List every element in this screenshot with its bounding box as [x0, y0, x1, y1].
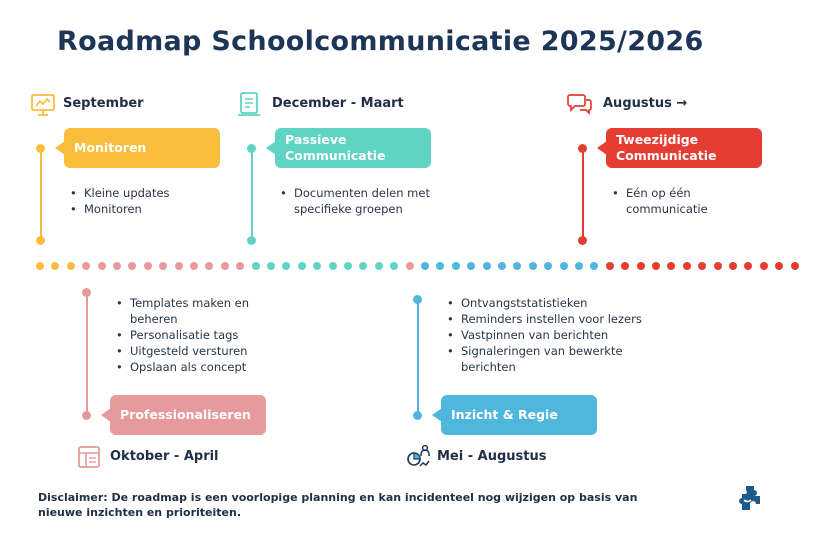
timeline-dot: [544, 262, 552, 270]
phase-period-oktober-april: Oktober - April: [110, 449, 219, 464]
list-item: • Personalisatie tags: [116, 327, 266, 343]
timeline-dot: [390, 262, 398, 270]
timeline-dot: [637, 262, 645, 270]
puzzle-logo-icon: [736, 484, 764, 512]
timeline-dot: [51, 262, 59, 270]
timeline-dot: [82, 288, 91, 297]
timeline-dot: [483, 262, 491, 270]
timeline-dot: [698, 262, 706, 270]
timeline-dot: [144, 262, 152, 270]
phase-period-september: September: [63, 96, 144, 111]
chat-bubbles-icon: [567, 91, 593, 117]
phase-bubble-tweezijdige-communicatie: [606, 128, 762, 168]
list-item: • Templates maken en beheren: [116, 295, 266, 327]
timeline-dot: [221, 262, 229, 270]
analytics-people-icon: [405, 443, 431, 469]
timeline-dot: [329, 262, 337, 270]
document-icon: [236, 91, 262, 117]
timeline-connector: [582, 148, 584, 240]
phase-bubble-professionaliseren: [110, 395, 266, 435]
list-item: • Opslaan als concept: [116, 359, 266, 375]
timeline-dot: [36, 144, 45, 153]
timeline-dot: [560, 262, 568, 270]
timeline-dot: [413, 411, 422, 420]
timeline-dot: [247, 236, 256, 245]
timeline-dot: [344, 262, 352, 270]
timeline-dot: [760, 262, 768, 270]
phase-features-inzicht: [447, 295, 647, 375]
timeline-dot: [452, 262, 460, 270]
timeline-dot: [729, 262, 737, 270]
list-item: • Vastpinnen van berichten: [447, 327, 647, 343]
phase-title: Inzicht & Regie: [451, 407, 558, 422]
timeline-dot: [190, 262, 198, 270]
timeline-dot: [236, 262, 244, 270]
timeline-connector: [40, 148, 42, 240]
timeline-dot: [375, 262, 383, 270]
monitor-chart-icon: [30, 92, 56, 118]
timeline-dot: [298, 262, 306, 270]
phase-bubble-passieve-communicatie: [275, 128, 431, 168]
timeline-dot: [36, 262, 44, 270]
timeline-connector: [86, 292, 88, 412]
timeline-dot: [529, 262, 537, 270]
timeline-dot: [113, 262, 121, 270]
timeline-dot: [621, 262, 629, 270]
layout-template-icon: [76, 444, 102, 470]
timeline-dot: [406, 262, 414, 270]
phase-bubble-inzicht-regie: [441, 395, 597, 435]
timeline-dot: [683, 262, 691, 270]
timeline-dot: [128, 262, 136, 270]
timeline-dot: [578, 236, 587, 245]
timeline-dot: [421, 262, 429, 270]
list-item: • Signaleringen van bewerkte berichten: [447, 343, 647, 375]
phase-title: Passieve Communicatie: [285, 132, 386, 163]
timeline-dot: [82, 411, 91, 420]
timeline-dot: [513, 262, 521, 270]
list-item: • Documenten delen met specifieke groepen: [280, 185, 450, 217]
timeline-dot: [413, 295, 422, 304]
timeline-dot: [252, 262, 260, 270]
timeline-dot: [606, 262, 614, 270]
list-item: • Kleine updates: [70, 185, 240, 201]
timeline-dot: [498, 262, 506, 270]
timeline-dotted-line: [36, 262, 776, 272]
timeline-dot: [82, 262, 90, 270]
timeline-dot: [267, 262, 275, 270]
phase-period-december-maart: December - Maart: [272, 96, 404, 111]
timeline-dot: [313, 262, 321, 270]
timeline-dot: [575, 262, 583, 270]
timeline-dot: [282, 262, 290, 270]
timeline-dot: [667, 262, 675, 270]
phase-features-monitoren: [70, 185, 240, 217]
list-item: • Uitgesteld versturen: [116, 343, 266, 359]
timeline-dot: [247, 144, 256, 153]
list-item: • Reminders instellen voor lezers: [447, 311, 647, 327]
timeline-dot: [467, 262, 475, 270]
timeline-connector: [251, 148, 253, 240]
list-item: • Ontvangststatistieken: [447, 295, 647, 311]
page-title: Roadmap Schoolcommunicatie 2025/2026: [57, 26, 704, 57]
timeline-dot: [775, 262, 783, 270]
timeline-dot: [436, 262, 444, 270]
phase-period-mei-augustus: Mei - Augustus: [437, 449, 547, 464]
timeline-dot: [590, 262, 598, 270]
timeline-dot: [36, 236, 45, 245]
timeline-dot: [744, 262, 752, 270]
timeline-dot: [98, 262, 106, 270]
timeline-dot: [175, 262, 183, 270]
list-item: • Eén op één communicatie: [612, 185, 752, 217]
timeline-dot: [791, 262, 799, 270]
timeline-connector: [417, 299, 419, 416]
timeline-dot: [159, 262, 167, 270]
phase-features-passief: [280, 185, 450, 217]
phase-title: Monitoren: [74, 140, 147, 155]
phase-title: Professionaliseren: [120, 407, 251, 422]
phase-title: Tweezijdige Communicatie: [616, 132, 717, 163]
list-item: • Monitoren: [70, 201, 240, 217]
timeline-dot: [652, 262, 660, 270]
timeline-dot: [714, 262, 722, 270]
phase-features-tweezijdig: [612, 185, 752, 217]
phase-features-professionaliseren: [116, 295, 266, 375]
timeline-dot: [205, 262, 213, 270]
timeline-dot: [359, 262, 367, 270]
phase-bubble-monitoren: [64, 128, 220, 168]
timeline-dot: [578, 144, 587, 153]
timeline-dot: [67, 262, 75, 270]
disclaimer-text: Disclaimer: De roadmap is een voorlopige planning en kan incidenteel nog wijzigen op basis van nieuwe inzichten en prioriteiten.: [38, 491, 638, 519]
phase-period-augustus: Augustus →: [603, 96, 688, 111]
